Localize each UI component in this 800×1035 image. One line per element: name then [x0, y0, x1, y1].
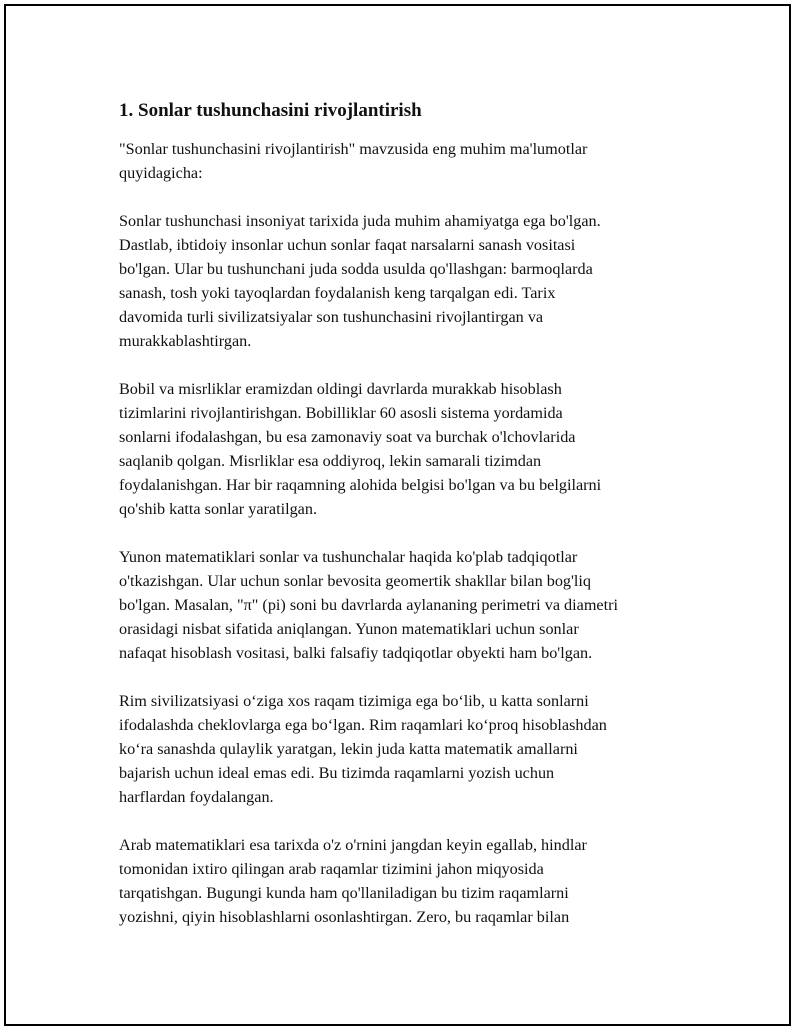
text-line: bo'lgan. Masalan, "π" (pi) soni bu davrlarda aylananing perimetri va diametri: [119, 596, 618, 614]
text-line: saqlanib qolgan. Misrliklar esa oddiyroq, lekin samarali tizimdan: [119, 452, 542, 470]
text-line: tizimlarini rivojlantirishgan. Bobilliklar 60 asosli sistema yordamida: [119, 404, 563, 422]
text-line: bajarish uchun ideal emas edi. Bu tizimda raqamlarni yozish uchun: [119, 764, 555, 782]
text-line: Sonlar tushunchasi insoniyat tarixida juda muhim ahamiyatga ega bo'lgan.: [119, 212, 601, 230]
text-line: bo'lgan. Ular bu tushunchani juda sodda usulda qo'llashgan: barmoqlarda: [119, 260, 593, 278]
document-title: 1. Sonlar tushunchasini rivojlantirish: [119, 100, 422, 121]
paragraph-arab: [119, 833, 699, 929]
paragraph-intro: [119, 137, 699, 185]
text-line: "Sonlar tushunchasini rivojlantirish" mavzusida eng muhim ma'lumotlar: [119, 140, 588, 158]
document-body: [119, 99, 699, 953]
text-line: tomonidan ixtiro qilingan arab raqamlar tizimini jahon miqyosida: [119, 860, 544, 878]
text-line: Bobil va misrliklar eramizdan oldingi davrlarda murakkab hisoblash: [119, 380, 562, 398]
text-line: quyidagicha:: [119, 164, 203, 182]
text-line: orasidagi nisbat sifatida aniqlangan. Yunon matematiklari uchun sonlar: [119, 620, 579, 638]
text-line: yozishni, qiyin hisoblashlarni osonlashtirgan. Zero, bu raqamlar bilan: [119, 908, 570, 926]
text-line: sanash, tosh yoki tayoqlardan foydalanish keng tarqalgan edi. Tarix: [119, 284, 556, 302]
paragraph-greek: [119, 545, 699, 665]
text-line: ko‘ra sanashda qulaylik yaratgan, lekin juda katta matematik amallarni: [119, 740, 578, 758]
text-line: foydalanishgan. Har bir raqamning alohida belgisi bo'lgan va bu belgilarni: [119, 476, 602, 494]
text-line: Rim sivilizatsiyasi o‘ziga xos raqam tizimiga ega bo‘lib, u katta sonlarni: [119, 692, 589, 710]
text-line: Arab matematiklari esa tarixda o'z o'rnini jangdan keyin egallab, hindlar: [119, 836, 587, 854]
text-line: ifodalashda cheklovlarga ega bo‘lgan. Rim raqamlari ko‘proq hisoblashdan: [119, 716, 607, 734]
text-line: harflardan foydalangan.: [119, 788, 274, 806]
text-line: sonlarni ifodalashgan, bu esa zamonaviy soat va burchak o'lchovlarida: [119, 428, 576, 446]
text-line: qo'shib katta sonlar yaratilgan.: [119, 500, 318, 518]
paragraph-origins: [119, 209, 699, 353]
text-line: nafaqat hisoblash vositasi, balki falsafiy tadqiqotlar obyekti ham bo'lgan.: [119, 644, 593, 662]
page-frame: [4, 4, 791, 1026]
text-line: Dastlab, ibtidoiy insonlar uchun sonlar faqat narsalarni sanash vositasi: [119, 236, 576, 254]
text-line: Yunon matematiklari sonlar va tushunchalar haqida ko'plab tadqiqotlar: [119, 548, 578, 566]
paragraph-babylon-egypt: [119, 377, 699, 521]
text-line: davomida turli sivilizatsiyalar son tushunchasini rivojlantirgan va: [119, 308, 544, 326]
paragraph-roman: [119, 689, 699, 809]
text-line: murakkablashtirgan.: [119, 332, 252, 350]
text-line: tarqatishgan. Bugungi kunda ham qo'llaniladigan bu tizim raqamlarni: [119, 884, 569, 902]
text-line: o'tkazishgan. Ular uchun sonlar bevosita geomertik shakllar bilan bog'liq: [119, 572, 592, 590]
